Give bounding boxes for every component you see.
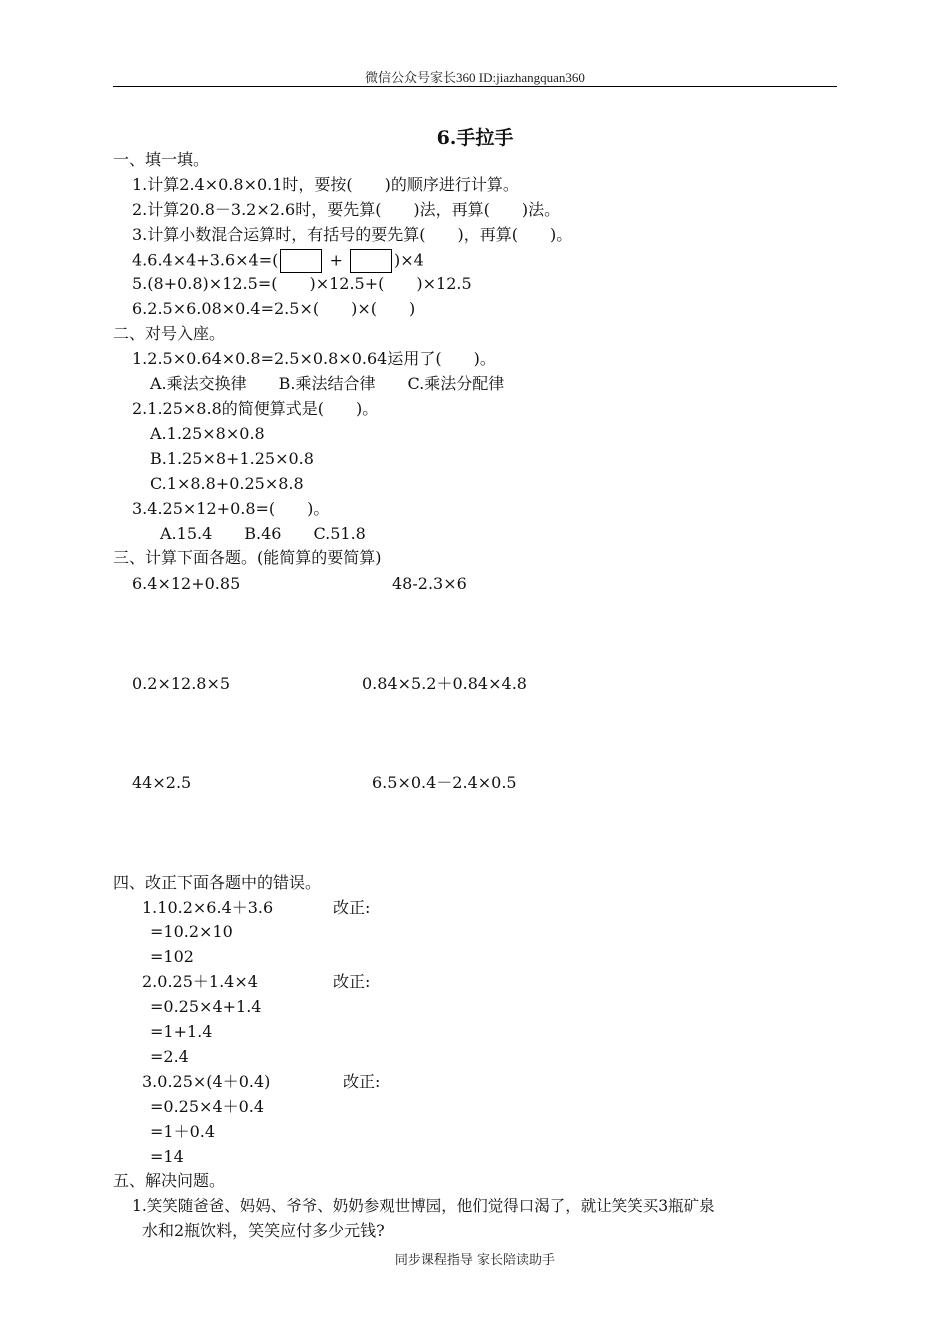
section4-error-2: 2.0.25＋1.4×4 <box>142 972 258 991</box>
section4-error-2-step-2: =1+1.4 <box>150 1022 213 1041</box>
section4-error-3-step-1: =0.25×4＋0.4 <box>150 1097 265 1116</box>
section2-q2-option-c: C.1×8.8+0.25×8.8 <box>150 474 304 493</box>
section4-error-3-step-2: =1＋0.4 <box>150 1122 216 1141</box>
section4-error-3-fix-label: 改正: <box>343 1072 381 1091</box>
section3-problem-5: 44×2.5 <box>132 773 192 792</box>
section1-q5: 5.(8+0.8)×12.5=( )×12.5+( )×12.5 <box>132 274 472 293</box>
section2-q2: 2.1.25×8.8的简便算式是( )。 <box>132 399 379 418</box>
section3-problem-2: 48-2.3×6 <box>392 574 467 593</box>
section4-error-1-step-1: =10.2×10 <box>150 922 233 941</box>
section2-q2-option-b: B.1.25×8+1.25×0.8 <box>150 449 314 468</box>
section5-q1-line2: 水和2瓶饮料，笑笑应付多少元钱? <box>142 1221 385 1240</box>
section1-q4 <box>132 249 424 273</box>
section2-q3-options: A.15.4 B.46 C.51.8 <box>160 524 366 543</box>
section1-q3: 3.计算小数混合运算时，有括号的要先算( )，再算( )。 <box>132 225 573 244</box>
header-divider <box>113 86 837 87</box>
section2-q3: 3.4.25×12+0.8=( )。 <box>132 499 330 518</box>
section4-error-3-step-3: =14 <box>150 1147 184 1166</box>
section1-q6: 6.2.5×6.08×0.4=2.5×( )×( ) <box>132 299 416 318</box>
section3-problem-3: 0.2×12.8×5 <box>132 674 231 693</box>
section1-heading: 一、填一填。 <box>113 150 210 169</box>
section2-heading: 二、对号入座。 <box>113 324 226 343</box>
section4-heading: 四、改正下面各题中的错误。 <box>113 873 322 892</box>
section4-error-1-fix-label: 改正: <box>333 898 371 917</box>
section4-error-2-fix-label: 改正: <box>333 972 371 991</box>
section2-q1-options: A.乘法交换律 B.乘法结合律 C.乘法分配律 <box>150 374 505 393</box>
section4-error-2-step-3: =2.4 <box>150 1047 189 1066</box>
section4-error-3: 3.0.25×(4＋0.4) <box>142 1072 271 1091</box>
section4-error-1: 1.10.2×6.4＋3.6 <box>142 898 274 917</box>
q4-suffix: )×4 <box>393 250 424 270</box>
section3-heading: 三、计算下面各题。(能简算的要简算) <box>113 548 382 567</box>
section4-error-2-step-1: =0.25×4+1.4 <box>150 997 262 1016</box>
section3-problem-4: 0.84×5.2＋0.84×4.8 <box>362 674 527 693</box>
section4-error-1-step-2: =102 <box>150 947 194 966</box>
q4-prefix: 4.6.4×4+3.6×4=( <box>132 250 279 270</box>
section5-heading: 五、解决问题。 <box>113 1171 226 1190</box>
q4-plus: + <box>329 250 343 270</box>
section3-problem-1: 6.4×12+0.85 <box>132 574 241 593</box>
page-header: 微信公众号家长360 ID:jiazhangquan360 <box>365 70 585 85</box>
section5-q1-line1: 1.笑笑随爸爸、妈妈、爷爷、奶奶参观世博园，他们觉得口渴了，就让笑笑买3瓶矿泉 <box>132 1197 715 1215</box>
page-title: 6.手拉手 <box>436 127 514 149</box>
section1-q2: 2.计算20.8－3.2×2.6时，要先算( )法，再算( )法。 <box>132 200 561 219</box>
page-footer: 同步课程指导 家长陪读助手 <box>394 1253 556 1268</box>
section2-q1: 1.2.5×0.64×0.8=2.5×0.8×0.64运用了( )。 <box>132 349 496 368</box>
section3-problem-6: 6.5×0.4－2.4×0.5 <box>372 773 517 792</box>
answer-box-2[interactable] <box>350 249 392 273</box>
answer-box-1[interactable] <box>280 249 322 273</box>
section1-q1: 1.计算2.4×0.8×0.1时，要按( )的顺序进行计算。 <box>132 175 519 194</box>
section2-q2-option-a: A.1.25×8×0.8 <box>150 424 265 443</box>
